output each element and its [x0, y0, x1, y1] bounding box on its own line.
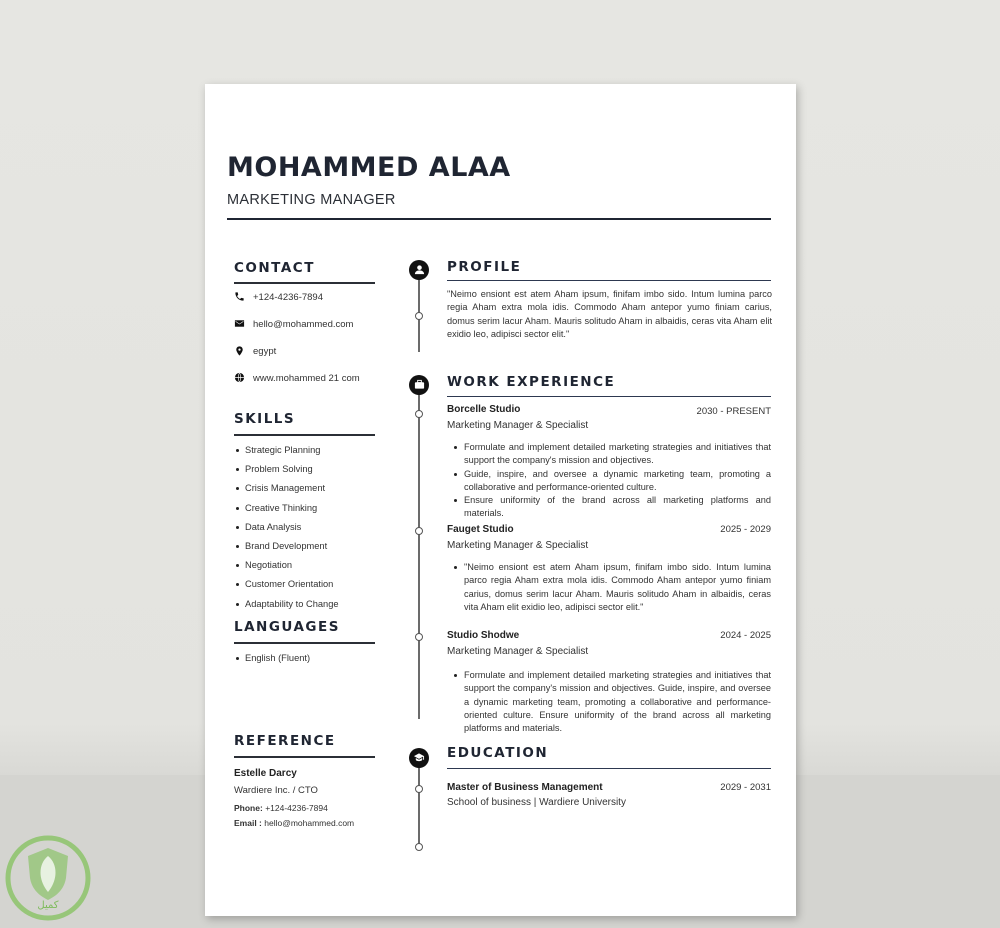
reference-email: Email : hello@mohammed.com — [234, 818, 355, 828]
job-date: 2024 - 2025 — [720, 630, 771, 641]
reference-name: Estelle Darcy — [234, 768, 297, 779]
work-experience-divider — [447, 396, 771, 397]
timeline-dot — [415, 410, 423, 418]
watermark-logo — [4, 834, 92, 922]
resume-name: MOHAMMED ALAA — [227, 152, 511, 183]
education-heading: EDUCATION — [447, 745, 549, 761]
job-company: Borcelle Studio — [447, 404, 521, 415]
profile-divider — [447, 280, 771, 281]
work-experience-heading: WORK EXPERIENCE — [447, 374, 616, 390]
list-item: Creative Thinking — [235, 503, 339, 522]
skills-heading: SKILLS — [234, 411, 296, 427]
reference-heading: REFERENCE — [234, 733, 336, 749]
languages-heading: LANGUAGES — [234, 619, 340, 635]
timeline-line — [418, 767, 420, 847]
skills-list — [235, 445, 339, 618]
location-pin-icon — [234, 345, 246, 357]
job-role: Marketing Manager & Specialist — [447, 420, 589, 431]
job-role: Marketing Manager & Specialist — [447, 540, 589, 551]
watermark-text: كميل — [37, 900, 59, 911]
list-item: Brand Development — [235, 541, 339, 560]
job-bullets — [453, 669, 771, 735]
timeline-dot — [415, 312, 423, 320]
list-item: Data Analysis — [235, 522, 339, 541]
job-bullets — [453, 561, 771, 614]
timeline-line — [418, 394, 420, 719]
list-item: Problem Solving — [235, 464, 339, 483]
list-item: Adaptability to Change — [235, 599, 339, 618]
reference-divider — [234, 756, 375, 758]
list-item: Formulate and implement detailed marketing strategies and initiatives that support the company's mission and objectives. Guide, inspire, and oversee a dynamic marketing team, promoting a collaborative and performance-oriented culture. Ensure uniformity of the brand across all marketing platforms and materials. — [453, 669, 771, 735]
list-item: Customer Orientation — [235, 579, 339, 598]
job-company: Fauget Studio — [447, 524, 514, 535]
resume-job-title: MARKETING MANAGER — [227, 192, 396, 208]
job-role: Marketing Manager & Specialist — [447, 646, 589, 657]
skills-divider — [234, 434, 375, 436]
list-item: English (Fluent) — [235, 653, 310, 672]
phone-icon — [234, 291, 246, 303]
job-bullets — [453, 441, 771, 521]
profile-heading: PROFILE — [447, 259, 522, 275]
list-item: Ensure uniformity of the brand across all marketing platforms and materials. — [453, 494, 771, 521]
list-item: Crisis Management — [235, 483, 339, 502]
contact-divider — [234, 282, 375, 284]
list-item: "Neimo ensiont est atem Aham ipsum, finifam imbo sido. Intum lumina parco regia Aham extra mola idis. Commodo Aham antepor yumo finiam carius, domus serim lacur Aham. Mauris solitudo Aham in albaidis, ceras vita Aham elit exidio leo, adipisci sector elit." — [453, 561, 771, 614]
job-date: 2025 - 2029 — [720, 524, 771, 535]
list-item: Negotiation — [235, 560, 339, 579]
profile-section-icon — [409, 260, 429, 280]
languages-list — [235, 653, 310, 672]
job-company: Studio Shodwe — [447, 630, 520, 641]
profile-text: "Neimo ensiont est atem Aham ipsum, finifam imbo sido. Intum lumina parco regia Aham extra mola idis. Commodo Aham antepor yumo finiam carius, domus serim lacur Aham. Mauris solitudo Aham in albaidis, ceras vita Aham elit exidio leo, adipisci sector elit." — [447, 289, 772, 339]
timeline-dot — [415, 785, 423, 793]
reference-role: Wardiere Inc. / CTO — [234, 785, 318, 796]
job-date: 2030 - PRESENT — [696, 406, 771, 417]
education-divider — [447, 768, 771, 769]
education-date: 2029 - 2031 — [720, 782, 771, 793]
education-school: School of business | Wardiere University — [447, 797, 626, 808]
list-item: Formulate and implement detailed marketing strategies and initiatives that support the company's mission and objectives. — [453, 441, 771, 468]
mail-icon — [234, 318, 246, 330]
timeline-dot — [415, 633, 423, 641]
graduation-cap-icon — [409, 748, 429, 768]
timeline-dot — [415, 843, 423, 851]
list-item: Guide, inspire, and oversee a dynamic marketing team, promoting a collaborative and performance-oriented culture. — [453, 468, 771, 495]
languages-divider — [234, 642, 375, 644]
contact-heading: CONTACT — [234, 260, 315, 276]
globe-icon — [234, 372, 246, 384]
header-divider — [227, 218, 771, 220]
resume-page: MOHAMMED ALAA MARKETING MANAGER CONTACT +124-4236-7894 hello@mohammed.com egypt www.mohammed 21 com SKILLS Strategic Planning Problem Solving Crisis Management Creative Thinking Data Analysis Brand Development Negotiation Customer Orientation Adaptability to Change LANGUAGES English (Fluent) REFERENCE Estelle Darcy Wardiere Inc. / CTO Phone: +124-4236-7894 Email : hello@mohammed.com PROFILE "Neimo ensiont est atem Aham ipsum, finifam imbo sido. Intum lumina parco regia Aham extra mola idis. Commodo Aham antepor yumo finiam carius, domus serim lacur Aham. Mauris solitudo Aham in albaidis, ceras vita Aham elit exidio leo, adipisci sector elit." WORK EXPERIENCE Borcelle Studio 2030 - PRESENT Marketing Manager & Specialist Formulate and implement detailed marketing strategies and initiatives that support the company's mission and objectives. Guide, inspire, and oversee a dynamic marketing team, promoting a collaborative and performance-oriented culture. Ensure uniformity of the brand across all marketing platforms and materials. Fauget Studio 2025 - 2029 Marketing Manager & Specialist "Neimo ensiont est atem Aham ipsum, finifam imbo sido. Intum lumina parco regia Aham extra mola idis. Commodo Aham antepor yumo finiam carius, domus serim lacur Aham. Mauris solitudo Aham in albaidis, ceras vita Aham elit exidio leo, adipisci sector elit." Studio Shodwe 2024 - 2025 Marketing Manager & Specialist Formulate and implement detailed marketing strategies and initiatives that support the company's mission and objectives. Guide, inspire, and oversee a dynamic marketing team, promoting a collaborative and performance-oriented culture. Ensure uniformity of the brand across all marketing platforms and materials. EDUCATION Master of Business Management 2029 - 2031 School of business | Wardiere University — [205, 84, 796, 916]
education-degree: Master of Business Management — [447, 782, 603, 793]
reference-phone: Phone: +124-4236-7894 — [234, 803, 328, 813]
briefcase-icon — [409, 375, 429, 395]
list-item: Strategic Planning — [235, 445, 339, 464]
timeline-dot — [415, 527, 423, 535]
